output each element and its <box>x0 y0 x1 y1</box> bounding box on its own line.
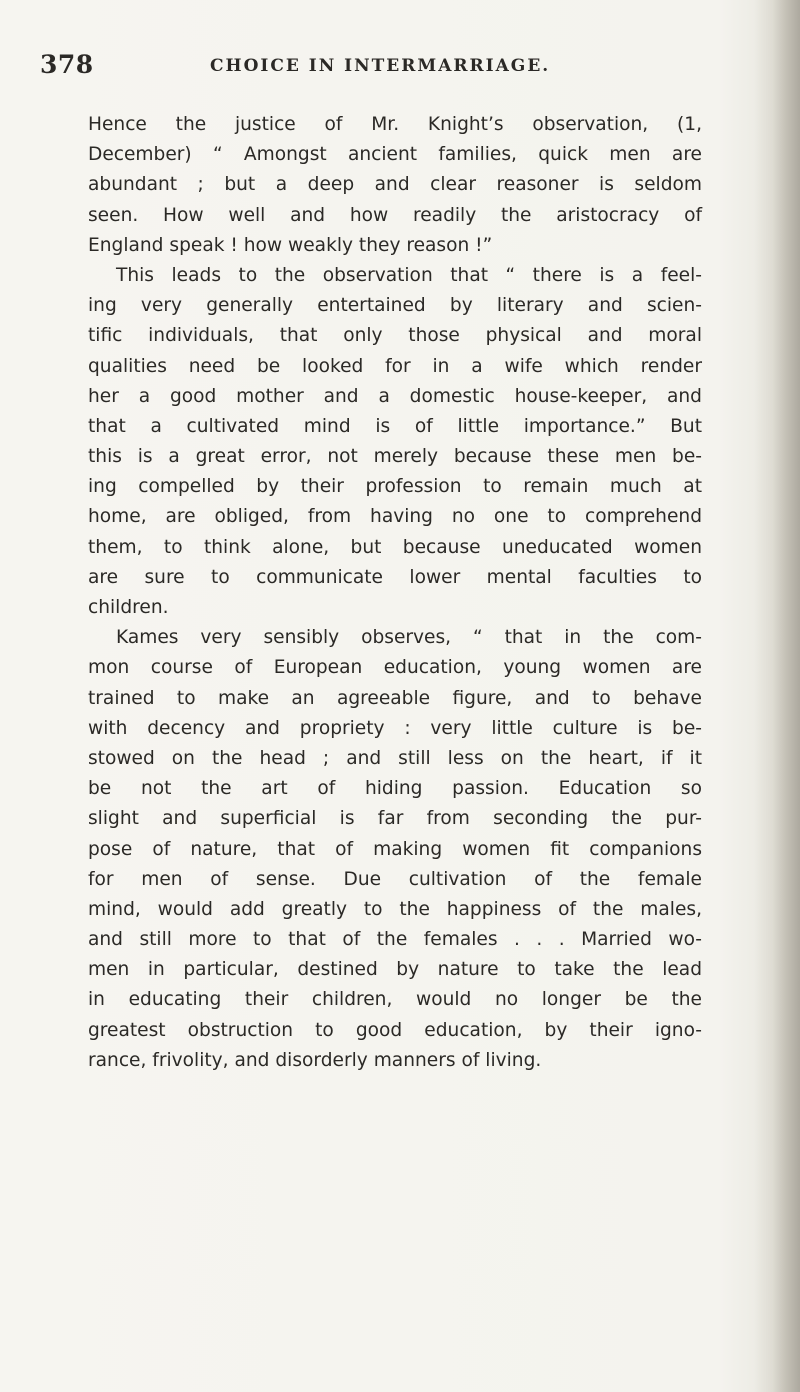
body-text <box>88 110 702 1076</box>
page-number: 378 <box>40 50 94 79</box>
text-line: ing compelled by their profession to remain much at <box>88 476 702 498</box>
text-line: her a good mother and a domestic house-keeper, and <box>88 385 702 407</box>
text-line: greatest obstruction to good education, by their igno- <box>88 1019 702 1041</box>
text-line: home, are obliged, from having no one to comprehend <box>88 506 702 528</box>
text-line: are sure to communicate lower mental faculties to <box>88 566 702 588</box>
text-line: rance, frivolity, and disorderly manners of living. <box>88 1049 542 1071</box>
text-line: mind, would add greatly to the happiness of the males, <box>88 898 702 920</box>
text-line: pose of nature, that of making women fit companions <box>88 838 702 860</box>
text-line: abundant ; but a deep and clear reasoner is seldom <box>88 174 702 196</box>
text-line: in educating their children, would no longer be the <box>88 989 702 1011</box>
text-line: men in particular, destined by nature to take the lead <box>88 959 702 981</box>
running-title: CHOICE IN INTERMARRIAGE. <box>210 56 551 76</box>
text-line: trained to make an agreeable figure, and to behave <box>88 687 702 709</box>
text-line: tific individuals, that only those physical and moral <box>88 325 702 347</box>
text-line: seen. How well and how readily the aristocracy of <box>88 204 702 226</box>
text-line: and still more to that of the females . . . Married wo- <box>88 929 702 951</box>
text-line: mon course of European education, young women are <box>88 657 702 679</box>
text-line: with decency and propriety : very little culture is be- <box>88 717 702 739</box>
text-line: children. <box>88 597 169 618</box>
text-line: be not the art of hiding passion. Education so <box>88 778 702 800</box>
text-line: ing very generally entertained by literary and scien- <box>88 295 702 317</box>
text-line: England speak ! how weakly they reason !” <box>88 234 493 256</box>
text-line: for men of sense. Due cultivation of the female <box>88 868 702 890</box>
text-line: this is a great error, not merely because these men be- <box>88 446 702 468</box>
text-line: stowed on the head ; and still less on the heart, if it <box>88 747 702 769</box>
text-line: This leads to the observation that “ there is a feel- <box>116 264 702 286</box>
text-line: Hence the justice of Mr. Knight’s observation, (1, <box>88 114 702 135</box>
spine-shadow <box>754 0 800 1392</box>
text-line: slight and superficial is far from seconding the pur- <box>88 808 702 830</box>
page-header <box>40 50 740 86</box>
text-line: qualities need be looked for in a wife which render <box>88 355 702 377</box>
text-line: December) “ Amongst ancient families, quick men are <box>88 144 702 166</box>
text-line: that a cultivated mind is of little importance.” But <box>88 415 702 437</box>
text-line: Kames very sensibly observes, “ that in the com- <box>116 627 702 649</box>
text-line: them, to think alone, but because uneducated women <box>88 536 702 558</box>
